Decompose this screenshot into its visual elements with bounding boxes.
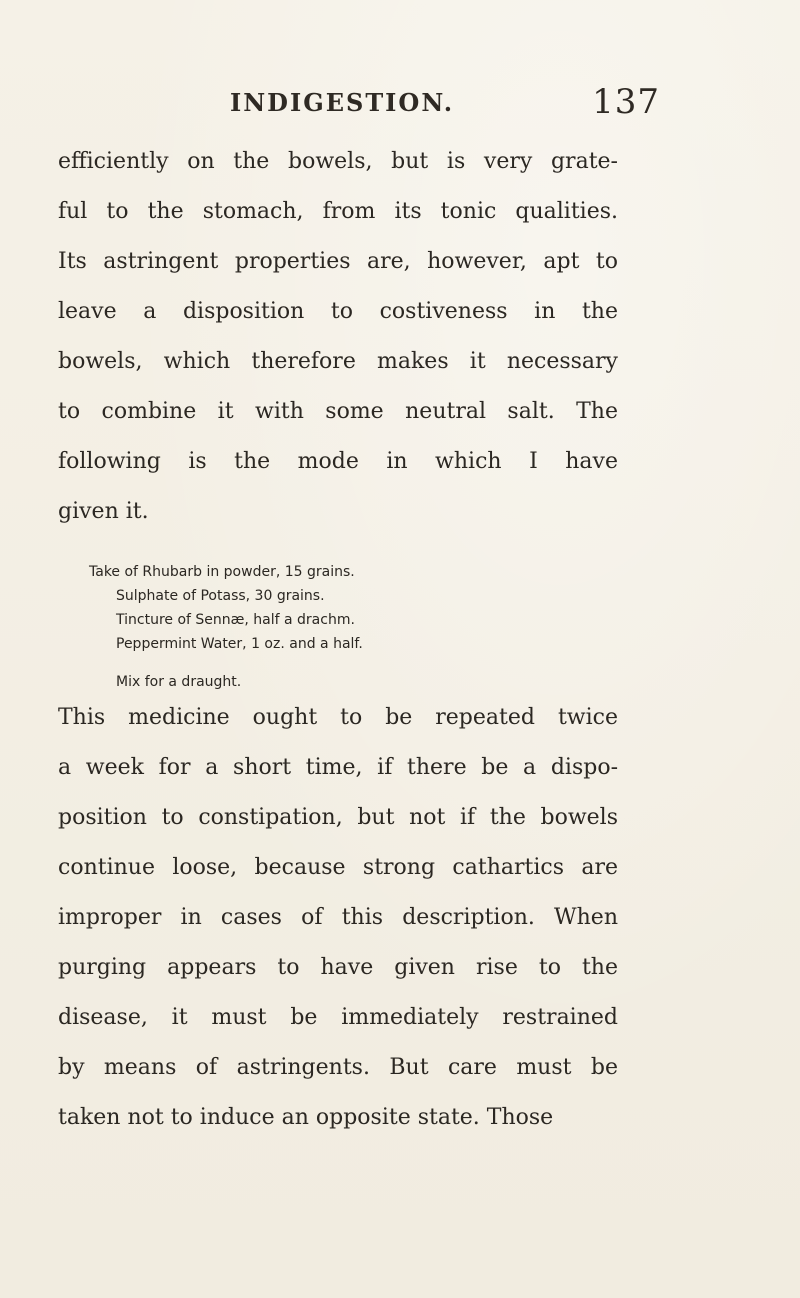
text-line: improper in cases of this description. When bbox=[58, 905, 618, 930]
text-line: purging appears to have given rise to the bbox=[58, 955, 618, 980]
recipe-directions: Mix for a draught. bbox=[116, 674, 242, 690]
text-line: taken not to induce an opposite state. Those bbox=[58, 1105, 554, 1130]
text-line: given it. bbox=[58, 499, 149, 524]
recipe-block bbox=[89, 560, 609, 694]
text-line: to combine it with some neutral salt. The bbox=[58, 399, 618, 424]
text-line: by means of astringents. But care must be bbox=[58, 1055, 618, 1080]
page-number: 137 bbox=[592, 82, 660, 122]
text-line: bowels, which therefore makes it necessary bbox=[58, 349, 618, 374]
text-line: leave a disposition to costiveness in the bbox=[58, 299, 618, 324]
recipe-item: Sulphate of Potass, 30 grains. bbox=[116, 588, 325, 604]
recipe-item: Tincture of Sennæ, half a drachm. bbox=[116, 612, 355, 628]
recipe-item: Take of Rhubarb in powder, 15 grains. bbox=[89, 564, 355, 580]
text-line: efficiently on the bowels, but is very grate- bbox=[58, 149, 618, 174]
recipe-item: Peppermint Water, 1 oz. and a half. bbox=[116, 636, 363, 652]
text-line: disease, it must be immediately restrained bbox=[58, 1005, 618, 1030]
text-line: ful to the stomach, from its tonic qualities. bbox=[58, 199, 618, 224]
text-line: continue loose, because strong cathartics are bbox=[58, 855, 618, 880]
text-line: This medicine ought to be repeated twice bbox=[58, 705, 618, 730]
text-line: position to constipation, but not if the bowels bbox=[58, 805, 618, 830]
blank-margin bbox=[0, 998, 800, 1298]
text-line: following is the mode in which I have bbox=[58, 449, 618, 474]
page-header bbox=[230, 82, 660, 130]
text-line: Its astringent properties are, however, apt to bbox=[58, 249, 618, 274]
text-line: a week for a short time, if there be a dispo- bbox=[58, 755, 618, 780]
running-head: INDIGESTION. bbox=[230, 88, 455, 117]
paragraph-1 bbox=[58, 137, 618, 537]
